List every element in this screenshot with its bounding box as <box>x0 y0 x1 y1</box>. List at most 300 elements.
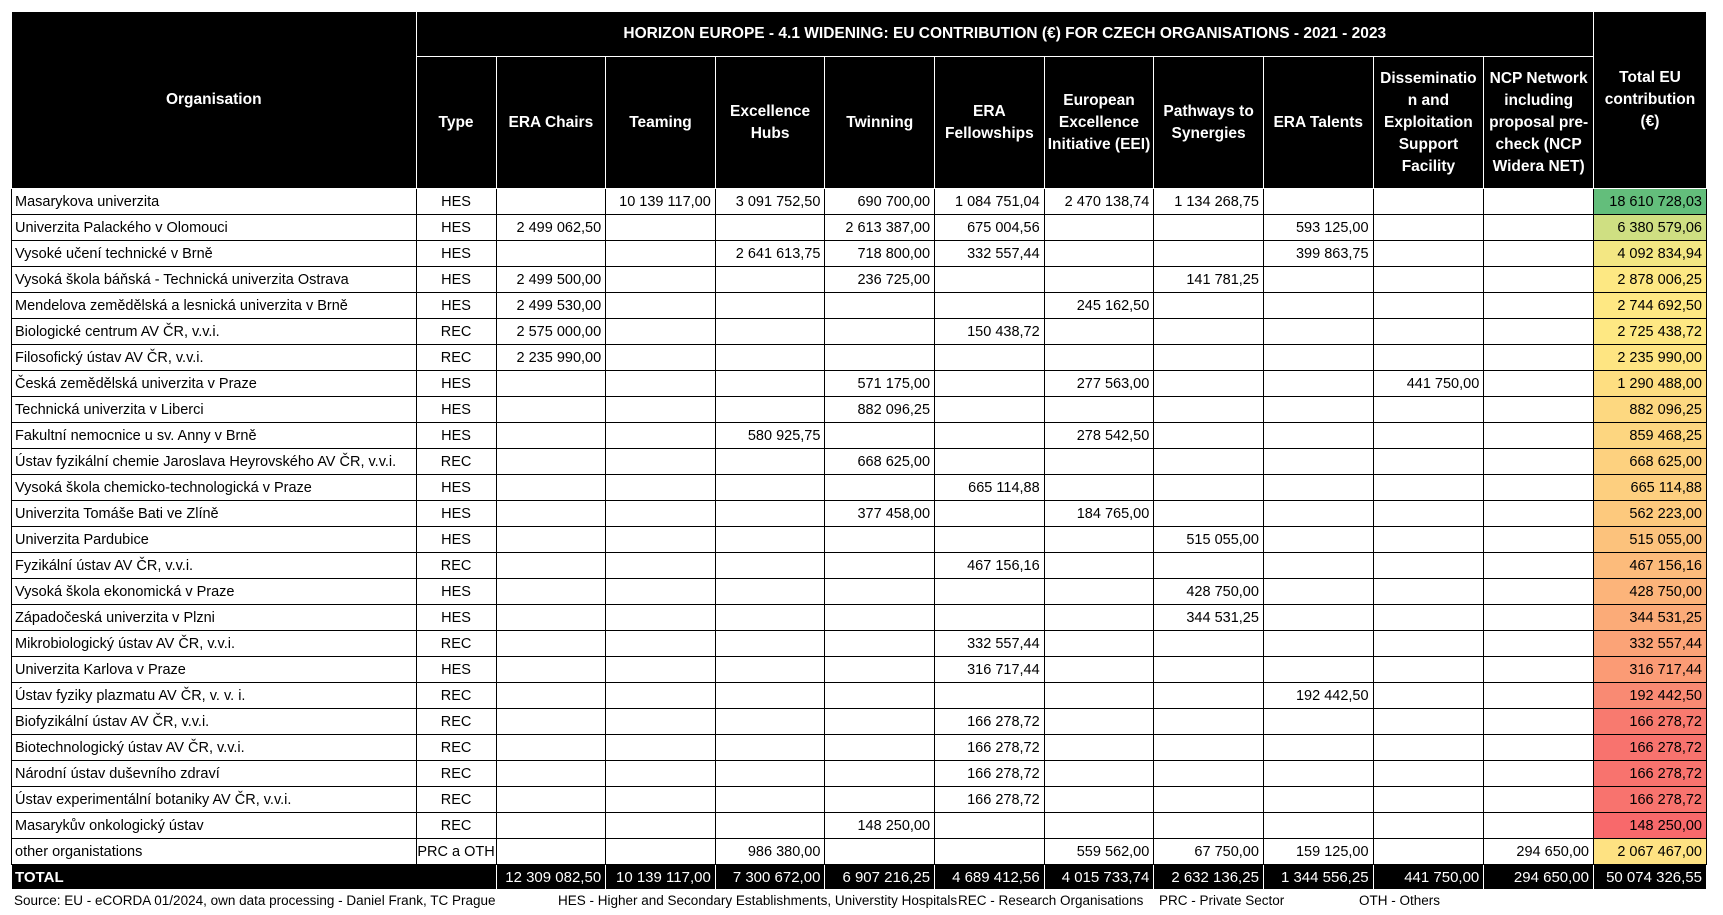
total-cell: 467 156,16 <box>1594 553 1707 579</box>
table-row <box>12 501 1707 527</box>
value-cell: 159 125,00 <box>1263 839 1373 865</box>
value-cell <box>1263 579 1373 605</box>
value-cell: 236 725,00 <box>825 267 935 293</box>
value-cell <box>1154 761 1264 787</box>
value-cell <box>496 475 606 501</box>
type-cell: REC <box>416 631 496 657</box>
value-cell <box>1044 631 1154 657</box>
organisation-cell: Ústav fyzikální chemie Jaroslava Heyrovského AV ČR, v.v.i. <box>12 449 417 475</box>
value-cell <box>715 319 825 345</box>
value-cell <box>1484 449 1594 475</box>
total-cell: 316 717,44 <box>1594 657 1707 683</box>
total-value-cell: 2 632 136,25 <box>1154 865 1264 890</box>
value-cell: 2 575 000,00 <box>496 319 606 345</box>
type-cell: HES <box>416 189 496 215</box>
value-cell: 332 557,44 <box>935 241 1045 267</box>
value-cell: 166 278,72 <box>935 709 1045 735</box>
value-cell <box>606 631 716 657</box>
value-cell <box>935 527 1045 553</box>
organisation-cell: Fyzikální ústav AV ČR, v.v.i. <box>12 553 417 579</box>
value-cell <box>935 371 1045 397</box>
value-cell <box>715 553 825 579</box>
value-cell: 2 613 387,00 <box>825 215 935 241</box>
value-cell <box>1154 215 1264 241</box>
value-cell <box>715 267 825 293</box>
value-cell: 441 750,00 <box>1373 371 1484 397</box>
value-cell <box>1484 319 1594 345</box>
value-cell <box>606 215 716 241</box>
value-cell <box>1484 189 1594 215</box>
value-cell <box>1263 735 1373 761</box>
value-cell <box>1373 631 1484 657</box>
value-cell <box>496 397 606 423</box>
value-cell: 986 380,00 <box>715 839 825 865</box>
value-cell <box>1373 345 1484 371</box>
value-cell <box>1373 605 1484 631</box>
header-organisation: Organisation <box>12 12 417 189</box>
value-cell <box>606 397 716 423</box>
total-cell: 166 278,72 <box>1594 735 1707 761</box>
value-cell <box>1154 293 1264 319</box>
value-cell: 166 278,72 <box>935 735 1045 761</box>
total-value-cell: 1 344 556,25 <box>1263 865 1373 890</box>
value-cell <box>496 683 606 709</box>
value-cell <box>606 475 716 501</box>
value-cell <box>1154 319 1264 345</box>
organisation-cell: Filosofický ústav AV ČR, v.v.i. <box>12 345 417 371</box>
value-cell <box>825 423 935 449</box>
value-cell: 148 250,00 <box>825 813 935 839</box>
value-cell <box>1154 475 1264 501</box>
value-cell <box>825 839 935 865</box>
value-cell: 559 562,00 <box>1044 839 1154 865</box>
value-cell <box>606 371 716 397</box>
value-cell <box>496 605 606 631</box>
value-cell <box>825 657 935 683</box>
value-cell <box>1044 787 1154 813</box>
value-cell: 67 750,00 <box>1154 839 1264 865</box>
value-cell: 294 650,00 <box>1484 839 1594 865</box>
footer-rec-note: REC - Research Organisations <box>958 893 1144 908</box>
value-cell <box>1154 553 1264 579</box>
value-cell: 2 499 530,00 <box>496 293 606 319</box>
footer-hes-note: HES - Higher and Secondary Establishments, Universtity Hospitals <box>558 893 958 908</box>
value-cell <box>1373 683 1484 709</box>
value-cell <box>1154 371 1264 397</box>
value-cell <box>496 631 606 657</box>
value-cell <box>1044 345 1154 371</box>
type-cell: HES <box>416 215 496 241</box>
value-cell <box>1373 423 1484 449</box>
footer-oth-note: OTH - Others <box>1359 893 1441 908</box>
type-cell: HES <box>416 657 496 683</box>
value-cell <box>496 813 606 839</box>
value-cell <box>1044 683 1154 709</box>
value-cell <box>496 787 606 813</box>
value-cell <box>935 397 1045 423</box>
type-cell: REC <box>416 319 496 345</box>
value-cell: 10 139 117,00 <box>606 189 716 215</box>
organisation-cell: other organistations <box>12 839 417 865</box>
footer-prc-note: PRC - Private Sector <box>1159 893 1285 908</box>
organisation-cell: Ústav fyziky plazmatu AV ČR, v. v. i. <box>12 683 417 709</box>
total-value-cell: 4 015 733,74 <box>1044 865 1154 890</box>
value-cell <box>1044 319 1154 345</box>
organisation-cell: Univerzita Pardubice <box>12 527 417 553</box>
value-cell <box>1044 761 1154 787</box>
table-row <box>12 553 1707 579</box>
value-cell <box>715 371 825 397</box>
value-cell <box>1484 813 1594 839</box>
value-cell: 2 499 500,00 <box>496 267 606 293</box>
value-cell <box>1484 241 1594 267</box>
value-cell: 580 925,75 <box>715 423 825 449</box>
value-cell: 377 458,00 <box>825 501 935 527</box>
type-cell: HES <box>416 605 496 631</box>
value-cell <box>715 579 825 605</box>
type-cell: REC <box>416 553 496 579</box>
value-cell <box>1263 449 1373 475</box>
footer-source: Source: EU - eCORDA 01/2024, own data processing - Daniel Frank, TC Prague <box>14 893 496 908</box>
type-cell: REC <box>416 787 496 813</box>
total-cell: 18 610 728,03 <box>1594 189 1707 215</box>
value-cell <box>496 501 606 527</box>
total-cell: 344 531,25 <box>1594 605 1707 631</box>
value-cell <box>1484 293 1594 319</box>
value-cell <box>496 553 606 579</box>
value-cell: 675 004,56 <box>935 215 1045 241</box>
total-cell: 166 278,72 <box>1594 761 1707 787</box>
value-cell <box>606 787 716 813</box>
table-row <box>12 527 1707 553</box>
value-cell <box>606 423 716 449</box>
organisation-cell: Masarykův onkologický ústav <box>12 813 417 839</box>
value-cell: 166 278,72 <box>935 787 1045 813</box>
value-cell <box>1263 709 1373 735</box>
value-cell: 2 470 138,74 <box>1044 189 1154 215</box>
value-cell <box>1373 449 1484 475</box>
contribution-table <box>11 11 1707 890</box>
value-cell <box>1263 345 1373 371</box>
value-cell <box>1263 787 1373 813</box>
value-cell <box>715 657 825 683</box>
total-value-cell: 6 907 216,25 <box>825 865 935 890</box>
organisation-cell: Česká zemědělská univerzita v Praze <box>12 371 417 397</box>
value-cell <box>1044 449 1154 475</box>
value-cell: 344 531,25 <box>1154 605 1264 631</box>
table-row <box>12 787 1707 813</box>
value-cell <box>825 761 935 787</box>
value-cell <box>935 423 1045 449</box>
value-cell: 2 235 990,00 <box>496 345 606 371</box>
value-cell <box>1263 319 1373 345</box>
organisation-cell: Vysoká škola ekonomická v Praze <box>12 579 417 605</box>
value-cell <box>1484 267 1594 293</box>
table-row <box>12 579 1707 605</box>
total-cell: 668 625,00 <box>1594 449 1707 475</box>
value-cell <box>1484 397 1594 423</box>
value-cell <box>606 735 716 761</box>
table-row <box>12 605 1707 631</box>
value-cell <box>1484 215 1594 241</box>
value-cell: 2 499 062,50 <box>496 215 606 241</box>
value-cell <box>1044 735 1154 761</box>
type-cell: HES <box>416 267 496 293</box>
total-cell: 2 878 006,25 <box>1594 267 1707 293</box>
table-row <box>12 397 1707 423</box>
value-cell <box>1373 397 1484 423</box>
value-cell <box>1373 241 1484 267</box>
value-cell <box>1484 657 1594 683</box>
value-cell <box>1484 709 1594 735</box>
value-cell <box>1484 605 1594 631</box>
value-cell <box>496 657 606 683</box>
value-cell <box>1154 397 1264 423</box>
value-cell <box>1044 267 1154 293</box>
total-value-cell: 12 309 082,50 <box>496 865 606 890</box>
header-twinning: Twinning <box>825 57 935 189</box>
value-cell: 882 096,25 <box>825 397 935 423</box>
value-cell <box>1373 215 1484 241</box>
value-cell <box>1484 371 1594 397</box>
value-cell <box>1044 475 1154 501</box>
type-cell: HES <box>416 475 496 501</box>
header-excellence-hubs: Excellence Hubs <box>715 57 825 189</box>
value-cell: 515 055,00 <box>1154 527 1264 553</box>
type-cell: HES <box>416 293 496 319</box>
total-row <box>12 865 1707 890</box>
value-cell <box>1373 501 1484 527</box>
value-cell: 316 717,44 <box>935 657 1045 683</box>
table-row <box>12 449 1707 475</box>
total-value-cell: 4 689 412,56 <box>935 865 1045 890</box>
value-cell <box>715 449 825 475</box>
value-cell <box>1484 761 1594 787</box>
type-cell: PRC a OTH <box>416 839 496 865</box>
value-cell <box>1373 475 1484 501</box>
value-cell <box>715 605 825 631</box>
value-cell <box>1484 579 1594 605</box>
value-cell <box>935 501 1045 527</box>
value-cell <box>606 683 716 709</box>
total-cell: 428 750,00 <box>1594 579 1707 605</box>
value-cell <box>606 839 716 865</box>
header-total: Total EU contribution (€) <box>1594 12 1707 189</box>
value-cell <box>1373 813 1484 839</box>
organisation-cell: Ústav experimentální botaniky AV ČR, v.v.i. <box>12 787 417 813</box>
value-cell: 2 641 613,75 <box>715 241 825 267</box>
value-cell <box>1484 787 1594 813</box>
table-row <box>12 839 1707 865</box>
table-row <box>12 293 1707 319</box>
value-cell <box>715 813 825 839</box>
organisation-cell: Univerzita Tomáše Bati ve Zlíně <box>12 501 417 527</box>
value-cell <box>1263 267 1373 293</box>
value-cell <box>1263 813 1373 839</box>
value-cell <box>1484 527 1594 553</box>
value-cell <box>1044 605 1154 631</box>
value-cell <box>935 293 1045 319</box>
value-cell <box>1373 839 1484 865</box>
header-ncp: NCP Network including proposal pre-check (NCP Widera NET) <box>1484 57 1594 189</box>
organisation-cell: Biofyzikální ústav AV ČR, v.v.i. <box>12 709 417 735</box>
value-cell <box>935 839 1045 865</box>
table-row <box>12 189 1707 215</box>
type-cell: HES <box>416 501 496 527</box>
type-cell: REC <box>416 813 496 839</box>
value-cell: 332 557,44 <box>935 631 1045 657</box>
organisation-cell: Fakultní nemocnice u sv. Anny v Brně <box>12 423 417 449</box>
value-cell <box>496 579 606 605</box>
value-cell <box>1044 553 1154 579</box>
total-cell: 882 096,25 <box>1594 397 1707 423</box>
value-cell <box>715 527 825 553</box>
value-cell <box>935 813 1045 839</box>
value-cell <box>1044 527 1154 553</box>
value-cell: 1 134 268,75 <box>1154 189 1264 215</box>
value-cell <box>1044 241 1154 267</box>
value-cell <box>1263 605 1373 631</box>
value-cell <box>715 215 825 241</box>
table-row <box>12 683 1707 709</box>
value-cell <box>715 683 825 709</box>
value-cell <box>1484 735 1594 761</box>
value-cell <box>496 735 606 761</box>
value-cell <box>715 761 825 787</box>
grand-total-cell: 50 074 326,55 <box>1594 865 1707 890</box>
value-cell <box>606 657 716 683</box>
value-cell <box>606 449 716 475</box>
total-value-cell: 7 300 672,00 <box>715 865 825 890</box>
value-cell <box>1484 631 1594 657</box>
organisation-cell: Technická univerzita v Liberci <box>12 397 417 423</box>
value-cell <box>825 631 935 657</box>
value-cell <box>935 683 1045 709</box>
header-pathways: Pathways to Synergies <box>1154 57 1264 189</box>
value-cell <box>1373 319 1484 345</box>
table-row <box>12 423 1707 449</box>
value-cell <box>715 475 825 501</box>
type-cell: HES <box>416 371 496 397</box>
header-era-talents: ERA Talents <box>1263 57 1373 189</box>
value-cell <box>1044 215 1154 241</box>
value-cell <box>715 631 825 657</box>
value-cell <box>1044 709 1154 735</box>
value-cell <box>715 709 825 735</box>
value-cell <box>1044 657 1154 683</box>
value-cell <box>606 761 716 787</box>
value-cell <box>825 683 935 709</box>
organisation-cell: Univerzita Karlova v Praze <box>12 657 417 683</box>
value-cell <box>1154 501 1264 527</box>
type-cell: HES <box>416 241 496 267</box>
footer <box>14 893 1714 911</box>
table-row <box>12 735 1707 761</box>
header-type: Type <box>416 57 496 189</box>
value-cell: 184 765,00 <box>1044 501 1154 527</box>
value-cell <box>496 241 606 267</box>
value-cell <box>1154 423 1264 449</box>
table-row <box>12 813 1707 839</box>
value-cell <box>1154 813 1264 839</box>
value-cell <box>1154 241 1264 267</box>
value-cell <box>1373 787 1484 813</box>
type-cell: REC <box>416 449 496 475</box>
value-cell <box>1373 579 1484 605</box>
value-cell <box>825 293 935 319</box>
value-cell <box>1373 761 1484 787</box>
value-cell <box>1044 579 1154 605</box>
value-cell: 668 625,00 <box>825 449 935 475</box>
value-cell <box>606 241 716 267</box>
header-teaming: Teaming <box>606 57 716 189</box>
value-cell <box>1154 345 1264 371</box>
value-cell <box>1154 683 1264 709</box>
header-era-fellowships: ERA Fellowships <box>935 57 1045 189</box>
value-cell <box>1154 449 1264 475</box>
type-cell: REC <box>416 683 496 709</box>
organisation-cell: Biologické centrum AV ČR, v.v.i. <box>12 319 417 345</box>
total-cell: 562 223,00 <box>1594 501 1707 527</box>
value-cell <box>606 319 716 345</box>
value-cell <box>606 267 716 293</box>
value-cell <box>935 579 1045 605</box>
value-cell <box>606 501 716 527</box>
value-cell <box>1484 501 1594 527</box>
value-cell: 1 084 751,04 <box>935 189 1045 215</box>
value-cell <box>825 787 935 813</box>
value-cell <box>825 553 935 579</box>
type-cell: HES <box>416 527 496 553</box>
header-dissemination: Disseminatio n and Exploitation Support Facility <box>1373 57 1484 189</box>
total-cell: 192 442,50 <box>1594 683 1707 709</box>
total-label: TOTAL <box>12 865 497 890</box>
header-eei: European Excellence Initiative (EEI) <box>1044 57 1154 189</box>
value-cell: 399 863,75 <box>1263 241 1373 267</box>
organisation-cell: Biotechnologický ústav AV ČR, v.v.i. <box>12 735 417 761</box>
total-cell: 665 114,88 <box>1594 475 1707 501</box>
value-cell <box>606 579 716 605</box>
table-row <box>12 761 1707 787</box>
value-cell <box>606 605 716 631</box>
type-cell: HES <box>416 397 496 423</box>
value-cell <box>715 345 825 371</box>
organisation-cell: Národní ústav duševního zdraví <box>12 761 417 787</box>
value-cell: 245 162,50 <box>1044 293 1154 319</box>
total-cell: 148 250,00 <box>1594 813 1707 839</box>
value-cell: 571 175,00 <box>825 371 935 397</box>
value-cell <box>1484 475 1594 501</box>
type-cell: REC <box>416 735 496 761</box>
table-title: HORIZON EUROPE - 4.1 WIDENING: EU CONTRIBUTION (€) FOR CZECH ORGANISATIONS - 2021 - 2023 <box>416 12 1593 57</box>
type-cell: REC <box>416 761 496 787</box>
value-cell: 428 750,00 <box>1154 579 1264 605</box>
table-row <box>12 475 1707 501</box>
value-cell <box>1373 709 1484 735</box>
total-cell: 2 235 990,00 <box>1594 345 1707 371</box>
value-cell <box>606 709 716 735</box>
value-cell: 192 442,50 <box>1263 683 1373 709</box>
table-row <box>12 267 1707 293</box>
value-cell <box>1154 657 1264 683</box>
total-cell: 515 055,00 <box>1594 527 1707 553</box>
value-cell: 3 091 752,50 <box>715 189 825 215</box>
value-cell <box>496 449 606 475</box>
value-cell <box>606 527 716 553</box>
total-value-cell: 10 139 117,00 <box>606 865 716 890</box>
value-cell <box>1154 631 1264 657</box>
value-cell <box>606 813 716 839</box>
